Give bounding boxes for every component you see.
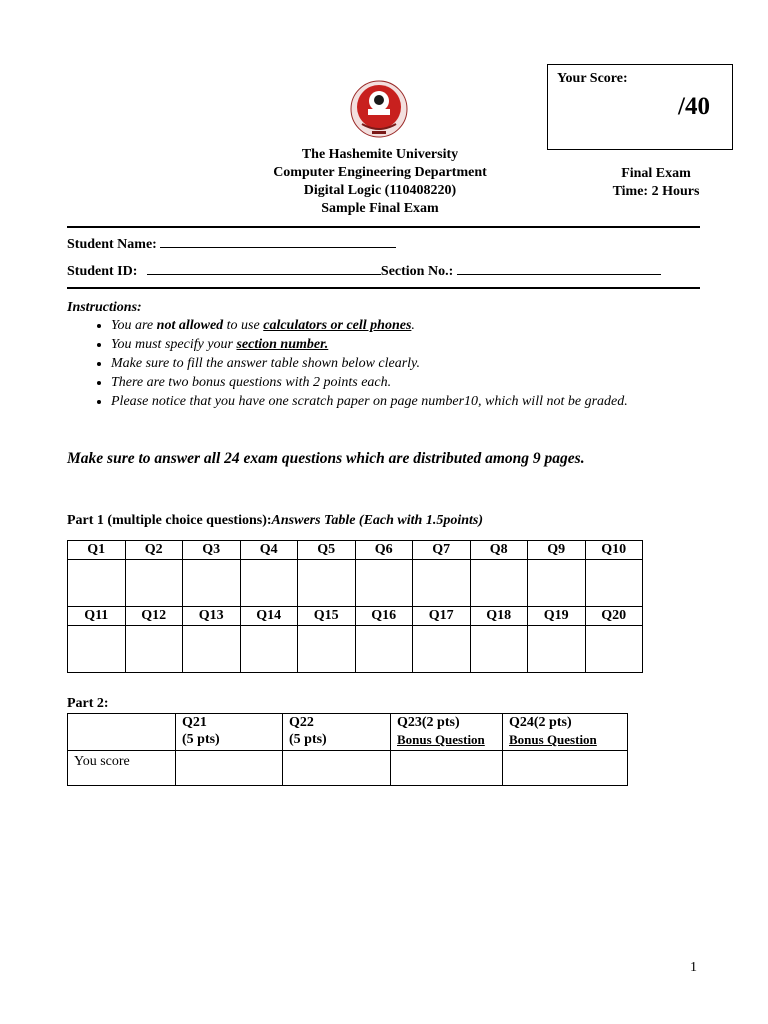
mc-answer-cell[interactable]	[355, 560, 413, 607]
mc-answer-cell[interactable]	[470, 560, 528, 607]
instruction-emphasis: calculators or cell phones	[263, 318, 412, 333]
part1-title	[67, 513, 483, 529]
exam-info	[586, 165, 726, 201]
instruction-item: • Make sure to fill the answer table shown below clearly.	[111, 354, 747, 373]
section-label: Section No.:	[380, 264, 454, 279]
mc-header-cell: Q17	[413, 607, 471, 626]
instruction-text: to use	[223, 318, 264, 333]
score-box	[547, 64, 733, 150]
instruction-text: You must specify your	[111, 337, 237, 352]
you-score-label: You score	[68, 751, 176, 786]
q23-header	[391, 714, 503, 751]
q23-bonus-label: Bonus Question	[397, 732, 485, 747]
mc-answers-table	[67, 540, 643, 673]
instructions-title: Instructions:	[67, 300, 142, 315]
instruction-item	[111, 335, 747, 354]
mc-header-cell: Q13	[183, 607, 241, 626]
mc-header-cell: Q19	[528, 607, 586, 626]
q22-points: (5 pts)	[289, 732, 327, 747]
page-number: 1	[690, 960, 697, 975]
exam-time: Time: 2 Hours	[612, 184, 700, 199]
part2-score-table	[67, 713, 628, 786]
instructions-list	[67, 316, 747, 411]
mc-answer-cell[interactable]	[470, 626, 528, 673]
instruction-emphasis: section number.	[236, 337, 329, 352]
mc-answer-cell[interactable]	[413, 626, 471, 673]
department-name: Computer Engineering Department	[273, 165, 487, 180]
mc-header-cell: Q4	[240, 541, 298, 560]
university-logo-icon	[348, 80, 410, 140]
q23-label: Q23(2 pts)	[397, 715, 460, 730]
q24-label: Q24(2 pts)	[509, 715, 572, 730]
mc-header-cell: Q3	[183, 541, 241, 560]
q24-score-cell[interactable]	[503, 751, 628, 786]
student-id-row	[67, 262, 661, 280]
mc-header-cell: Q7	[413, 541, 471, 560]
mc-header-cell: Q10	[585, 541, 643, 560]
mc-header-cell: Q11	[68, 607, 126, 626]
instructions	[67, 300, 747, 411]
mc-answer-cell[interactable]	[298, 626, 356, 673]
instruction-text: .	[411, 318, 415, 333]
q21-score-cell[interactable]	[176, 751, 283, 786]
make-sure-note: Make sure to answer all 24 exam questions which are distributed among 9 pages.	[67, 450, 585, 467]
part2-title: Part 2:	[67, 696, 109, 711]
mc-answer-cell[interactable]	[68, 560, 126, 607]
mc-answer-cell[interactable]	[240, 560, 298, 607]
instruction-item	[111, 316, 747, 335]
score-label: Your Score:	[557, 71, 628, 86]
mc-header-cell: Q18	[470, 607, 528, 626]
student-name-row	[67, 235, 396, 253]
mc-answer-cell[interactable]	[355, 626, 413, 673]
exam-header	[230, 146, 530, 218]
mc-header-cell: Q15	[298, 607, 356, 626]
part1-title-italic: Answers Table (Each with 1.5points)	[271, 513, 484, 528]
instruction-text: You are	[111, 318, 157, 333]
university-name: The Hashemite University	[301, 147, 459, 162]
mc-answer-cell[interactable]	[183, 626, 241, 673]
mc-answer-cell[interactable]	[183, 560, 241, 607]
mc-header-cell: Q9	[528, 541, 586, 560]
instruction-item: • Please notice that you have one scratch paper on page number10, which will not be graded.	[111, 392, 747, 411]
exam-type: Final Exam	[621, 166, 691, 181]
q21-label: Q21	[182, 715, 207, 730]
section-field[interactable]	[457, 262, 661, 275]
q21-points: (5 pts)	[182, 732, 220, 747]
mc-answer-cell[interactable]	[125, 560, 183, 607]
mc-header-cell: Q14	[240, 607, 298, 626]
course-name: Digital Logic (110408220)	[303, 183, 457, 198]
mc-header-cell: Q8	[470, 541, 528, 560]
q23-score-cell[interactable]	[391, 751, 503, 786]
student-id-label: Student ID:	[67, 264, 138, 279]
q24-bonus-label: Bonus Question	[509, 732, 597, 747]
mc-answer-cell[interactable]	[125, 626, 183, 673]
divider-top	[67, 226, 700, 228]
mc-header-cell: Q20	[585, 607, 643, 626]
student-id-field[interactable]	[147, 262, 381, 275]
mc-answer-cell[interactable]	[528, 626, 586, 673]
q22-header	[283, 714, 391, 751]
part2-corner-cell	[68, 714, 176, 751]
q24-header	[503, 714, 628, 751]
q21-header	[176, 714, 283, 751]
mc-answer-cell[interactable]	[240, 626, 298, 673]
mc-answer-cell[interactable]	[68, 626, 126, 673]
mc-header-cell: Q12	[125, 607, 183, 626]
part1-title-bold: Part 1 (multiple choice questions):	[67, 513, 272, 528]
score-total: /40	[678, 93, 710, 120]
exam-name: Sample Final Exam	[321, 201, 439, 216]
mc-header-cell: Q5	[298, 541, 356, 560]
divider-bottom	[67, 287, 700, 289]
mc-answer-cell[interactable]	[298, 560, 356, 607]
q22-label: Q22	[289, 715, 314, 730]
student-name-field[interactable]	[160, 235, 396, 248]
instruction-item: • There are two bonus questions with 2 points each.	[111, 373, 747, 392]
mc-answer-cell[interactable]	[413, 560, 471, 607]
mc-answer-cell[interactable]	[528, 560, 586, 607]
mc-header-cell: Q6	[355, 541, 413, 560]
mc-header-cell: Q1	[68, 541, 126, 560]
q22-score-cell[interactable]	[283, 751, 391, 786]
student-name-label: Student Name:	[67, 237, 157, 252]
instruction-emphasis: not allowed	[156, 318, 224, 333]
mc-answer-cell[interactable]	[585, 560, 643, 607]
mc-header-cell: Q2	[125, 541, 183, 560]
mc-answer-cell[interactable]	[585, 626, 643, 673]
mc-header-cell: Q16	[355, 607, 413, 626]
